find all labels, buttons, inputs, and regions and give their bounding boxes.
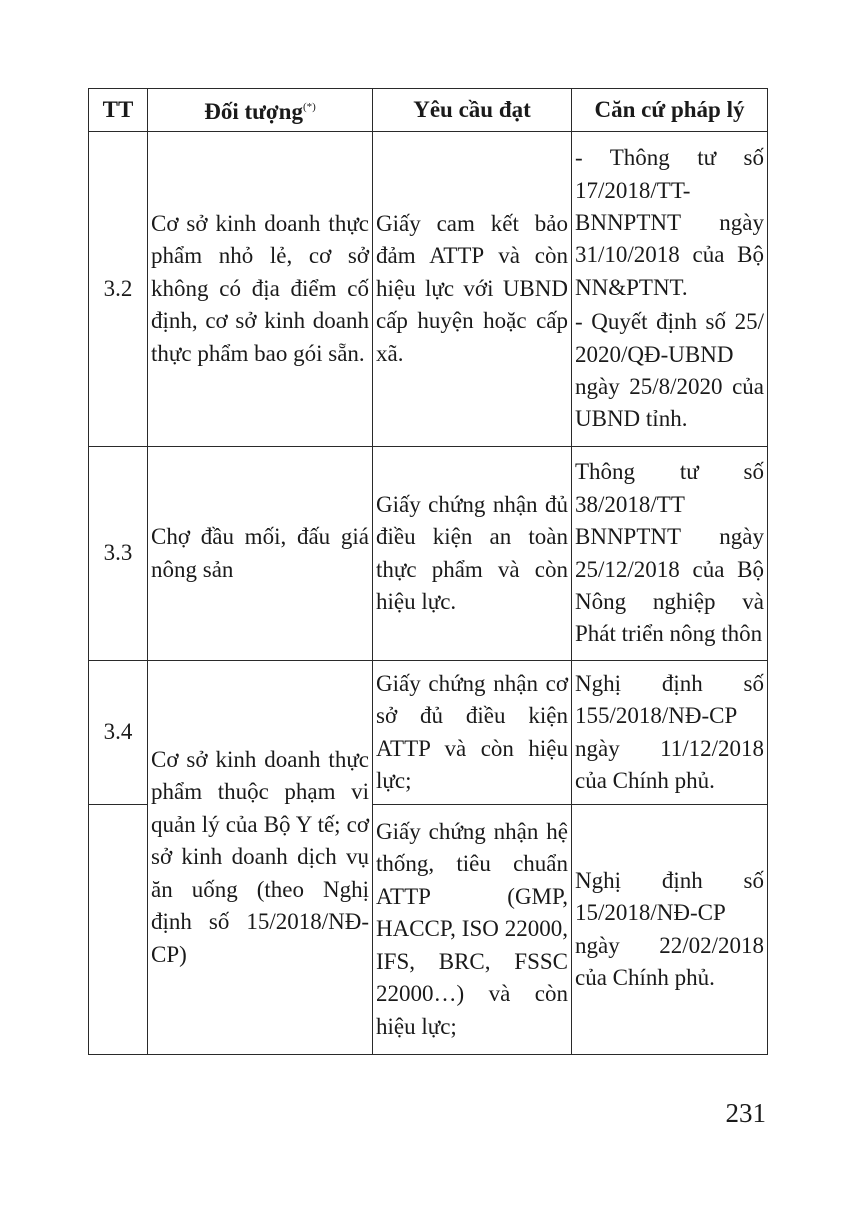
doi-tuong-cell: Chợ đầu mối, đấu giá nông sản <box>148 447 373 661</box>
doi-tuong-cell: Cơ sở kinh doanh thực phẩm nhỏ lẻ, cơ sở không có địa điểm cố định, cơ sở kinh doanh thực phẩm bao gói sẵn. <box>148 132 373 447</box>
header-tt: TT <box>89 89 148 132</box>
regulation-table <box>88 88 768 1055</box>
yeu-cau-cell: Giấy cam kết bảo đảm ATTP và còn hiệu lực với UBND cấp huyện hoặc cấp xã. <box>373 132 572 447</box>
can-cu-cell: Nghị định số 15/2018/NĐ-CP ngày 22/02/2018 của Chính phủ. <box>572 805 768 1055</box>
yeu-cau-cell: Giấy chứng nhận hệ thống, tiêu chuẩn ATTP (GMP, HACCP, ISO 22000, IFS, BRC, FSSC 22000…) và còn hiệu lực; <box>373 805 572 1055</box>
row-number: 3.3 <box>89 447 148 661</box>
table-row-3-3 <box>89 447 768 661</box>
table-row-3-2 <box>89 132 768 447</box>
can-cu-cell: Thông tư số 38/2018/TT BNNPTNT ngày 25/12/2018 của Bộ Nông nghiệp và Phát triển nông thôn <box>572 447 768 661</box>
yeu-cau-cell: Giấy chứng nhận đủ điều kiện an toàn thực phẩm và còn hiệu lực. <box>373 447 572 661</box>
can-cu-cell: Nghị định số 155/2018/NĐ-CP ngày 11/12/2018 của Chính phủ. <box>572 661 768 805</box>
header-can-cu: Căn cứ pháp lý <box>572 89 768 132</box>
row-number: 3.2 <box>89 132 148 447</box>
can-cu-cell <box>572 132 768 447</box>
yeu-cau-cell: Giấy chứng nhận cơ sở đủ điều kiện ATTP và còn hiệu lực; <box>373 661 572 805</box>
can-cu-item: - Quyết định số 25/ 2020/QĐ-UBND ngày 25/8/2020 của UBND tỉnh. <box>575 309 764 432</box>
row-number: 3.4 <box>89 661 148 805</box>
header-doi-tuong: Đối tượng(*) <box>148 89 373 132</box>
page-number: 231 <box>725 1098 766 1128</box>
table-header-row <box>89 89 768 132</box>
header-yeu-cau: Yêu cầu đạt <box>373 89 572 132</box>
can-cu-item: - Thông tư số 17/2018/TT-BNNPTNT ngày 31/10/2018 của Bộ NN&PTNT. <box>575 145 764 300</box>
row-number-empty <box>89 805 148 1055</box>
doi-tuong-cell: Cơ sở kinh doanh thực phẩm thuộc phạm vi quản lý của Bộ Y tế; cơ sở kinh doanh dịch vụ ăn uống (theo Nghị định số 15/2018/NĐ-CP) <box>148 661 373 1055</box>
footnote-mark: (*) <box>302 101 316 114</box>
table-row-3-4a <box>89 661 768 805</box>
